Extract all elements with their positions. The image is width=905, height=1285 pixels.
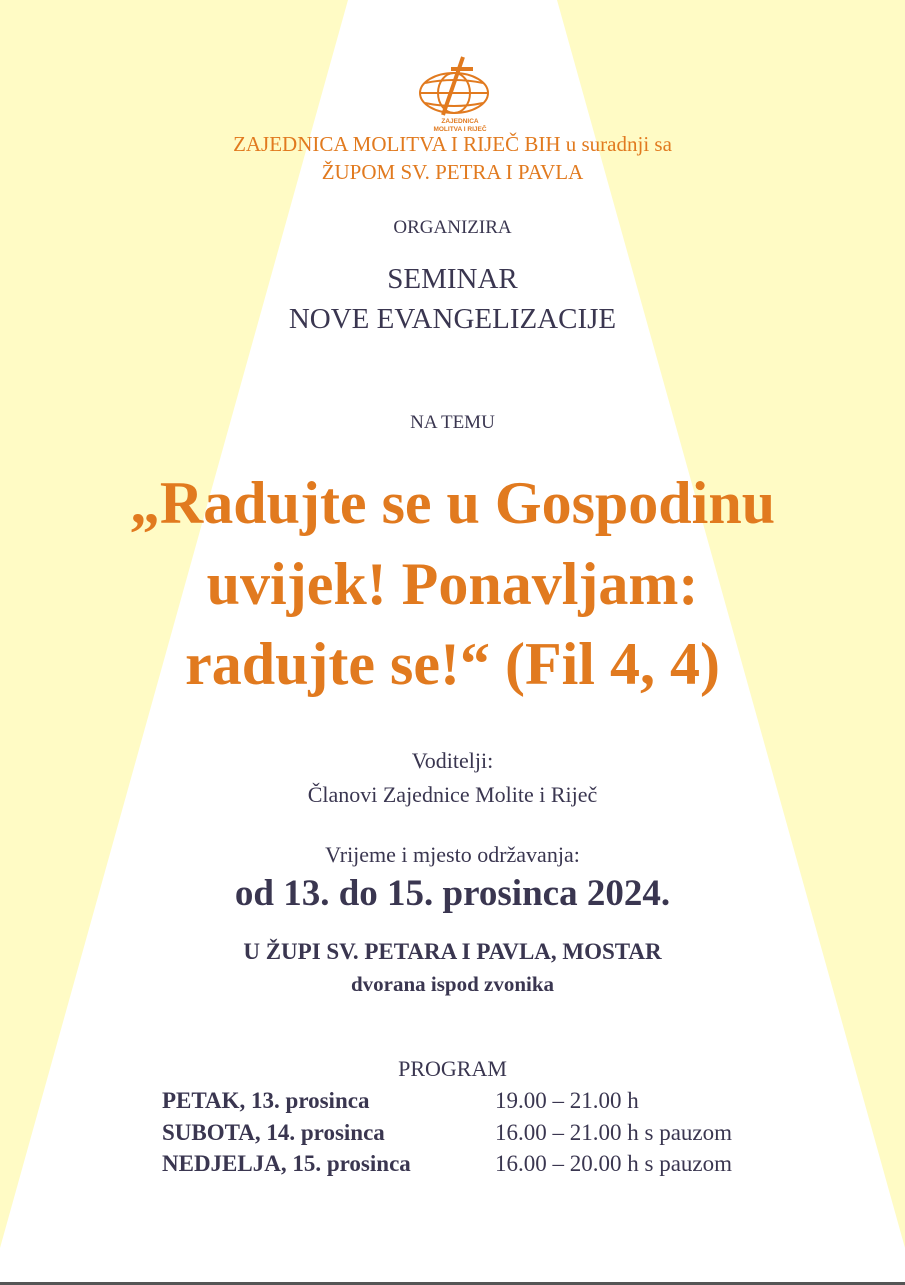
organizer-line-1: ZAJEDNICA MOLITVA I RIJEČ BIH u suradnji sa [233,132,672,156]
globe-cross-icon [417,55,493,137]
na-temu-label: NA TEMU [410,412,495,433]
theme-quote-line-1: „Radujte se u Gospodinu [129,470,776,536]
leaders-label: Voditelji: [411,748,494,773]
event-place: U ŽUPI SV. PETARA I PAVLA, MOSTAR [243,939,662,964]
event-dates: od 13. do 15. prosinca 2024. [234,873,671,914]
seminar-title-line-2: NOVE EVANGELIZACIJE [288,303,617,335]
event-room: dvorana ispod zvonika [350,972,555,996]
organization-logo [417,55,493,137]
leaders-value: Članovi Zajednice Molite i Riječ [307,782,598,807]
seminar-title-line-1: SEMINAR [387,263,518,295]
theme-quote-line-2: uvijek! Ponavljam: [206,551,699,617]
schedule-time: 19.00 – 21.00 h [495,1088,639,1113]
logo-caption-line2: MOLITVA I RIJEČ [433,126,487,133]
organizer-line-2: ŽUPOM SV. PETRA I PAVLA [321,160,584,184]
schedule-time: 16.00 – 21.00 h s pauzom [495,1119,733,1145]
event-label: Vrijeme i mjesto održavanja: [325,842,580,867]
logo-caption-line1: ZAJEDNICA [441,118,479,125]
schedule-day: NEDJELJA, 15. prosinca [162,1151,411,1176]
program-heading: PROGRAM [398,1056,507,1081]
schedule-day: PETAK, 13. prosinca [162,1088,370,1113]
schedule-time: 16.00 – 20.00 h s pauzom [495,1151,733,1176]
organizira-label: ORGANIZIRA [393,217,512,238]
theme-quote-line-3: radujte se!“ (Fil 4, 4) [185,631,720,697]
schedule-day: SUBOTA, 14. prosinca [162,1119,385,1145]
